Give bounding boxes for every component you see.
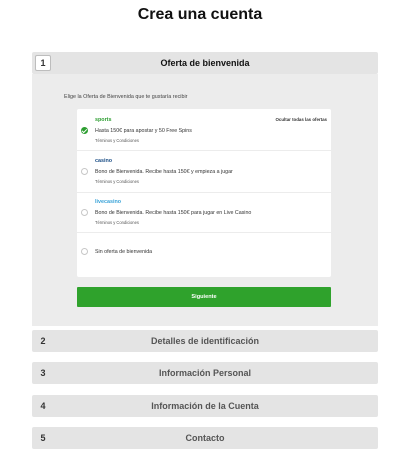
step-5-label: Contacto — [185, 433, 225, 443]
step-5-number: 5 — [40, 433, 46, 443]
offer-sports-terms-link[interactable]: Términos y Condiciones — [95, 138, 139, 143]
page-title: Crea una cuenta — [137, 6, 263, 23]
step-1-label: Oferta de bienvenida — [160, 58, 250, 68]
offer-livecasino-description: Bono de Bienvenida. Recibe hasta 150€ para jugar en Live Casino — [95, 210, 252, 216]
step-2-header[interactable] — [32, 330, 378, 352]
step-3-header[interactable] — [32, 362, 378, 384]
offer-sports-radio[interactable] — [81, 127, 88, 134]
step-3-label: Información Personal — [158, 368, 252, 378]
step-4-label: Información de la Cuenta — [151, 401, 259, 411]
offer-livecasino-radio[interactable] — [81, 209, 88, 216]
step-1-header[interactable] — [32, 52, 378, 74]
offer-sports[interactable] — [77, 109, 331, 151]
step-1-number: 1 — [35, 55, 51, 71]
offer-sports-description: Hasta 150€ para apostar y 50 Free Spins — [95, 128, 192, 134]
step-3-number: 3 — [40, 368, 46, 378]
offer-casino-description: Bono de Bienvenida. Recibe hasta 150€ y empieza a jugar — [95, 169, 233, 175]
next-button[interactable]: Siguiente — [77, 287, 331, 307]
sports-brand: sports — [95, 117, 112, 123]
step-4-header[interactable] — [32, 395, 378, 417]
offers-card — [77, 109, 331, 277]
step-2-label: Detalles de identificación — [150, 336, 260, 346]
step-5-header[interactable] — [32, 427, 378, 449]
livecasino-brand: livecasino — [95, 199, 122, 205]
hide-offers-link[interactable]: Ocultar todas las ofertas — [275, 117, 327, 122]
step-4-number: 4 — [40, 401, 46, 411]
offer-casino[interactable] — [77, 151, 331, 193]
offer-none[interactable] — [77, 233, 331, 277]
offer-prompt: Elige la Oferta de Bienvenida que te gustaría recibir — [64, 94, 188, 100]
offer-casino-terms-link[interactable]: Términos y Condiciones — [95, 179, 139, 184]
offer-casino-radio[interactable] — [81, 168, 88, 175]
offer-livecasino-terms-link[interactable]: Términos y Condiciones — [95, 220, 139, 225]
offer-none-label: Sin oferta de bienvenida — [95, 249, 153, 255]
step-2-number: 2 — [40, 336, 46, 346]
offer-none-radio[interactable] — [81, 248, 88, 255]
offer-livecasino[interactable] — [77, 193, 331, 233]
casino-brand: casino — [95, 158, 113, 164]
